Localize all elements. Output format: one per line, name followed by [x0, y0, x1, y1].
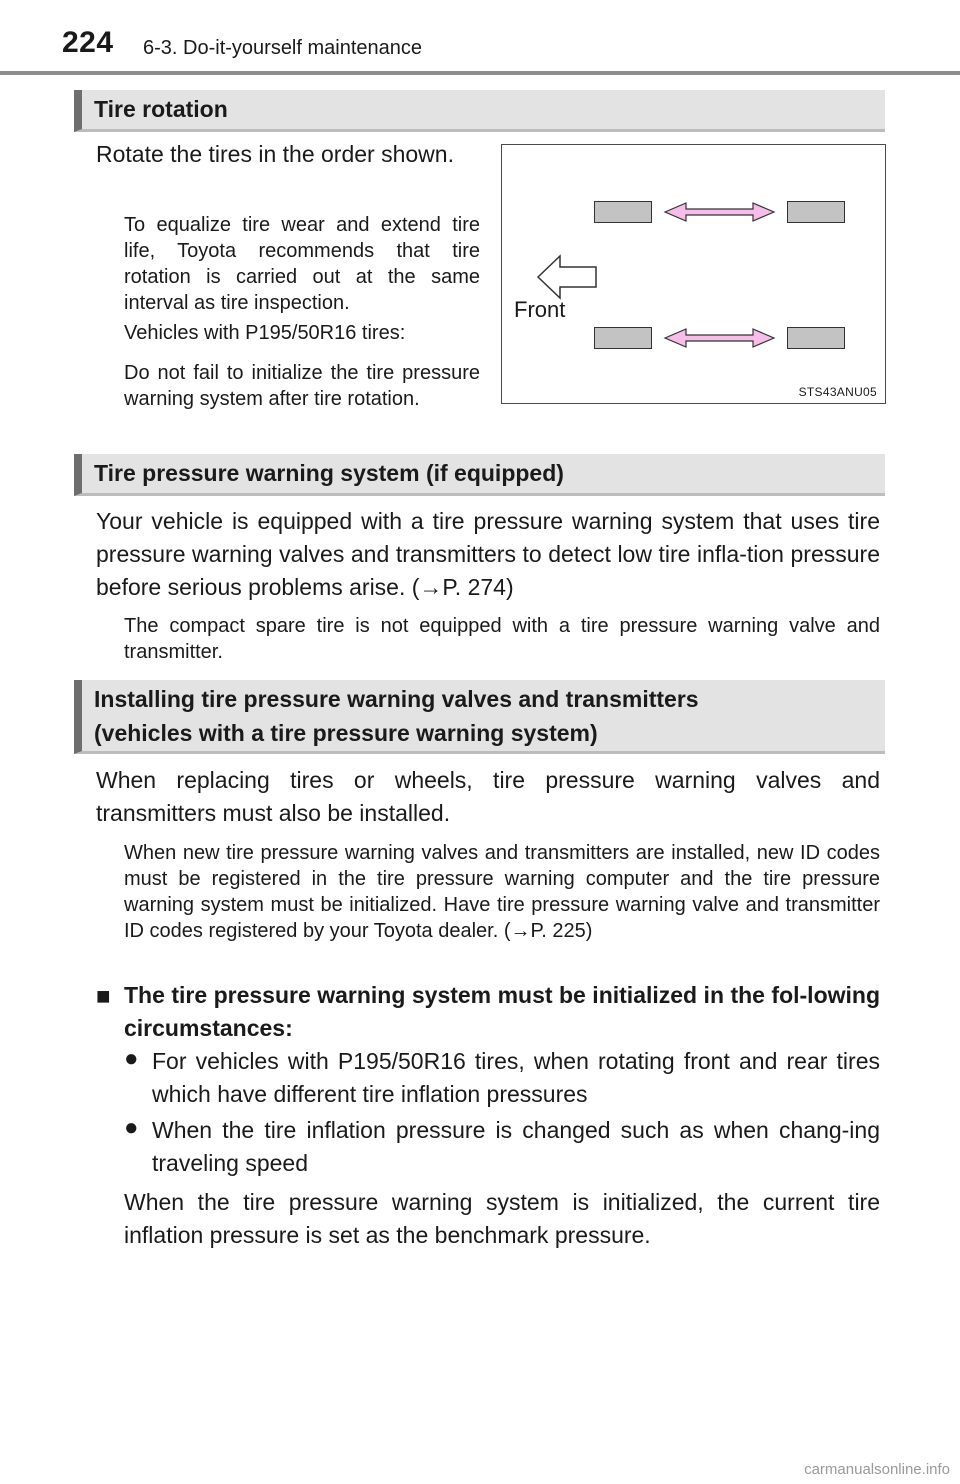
tire-rotation-diagram: [501, 144, 886, 404]
bullet-dot-icon: ●: [124, 1045, 139, 1072]
tire-rotation-intro: Rotate the tires in the order shown.: [96, 141, 454, 167]
tpws-note: The compact spare tire is not equipped with a tire pressure warning valve and transmitter.: [124, 615, 880, 663]
section-heading-line-1: Installing tire pressure warning valves and transmitters: [94, 686, 699, 712]
section-heading-tire-rotation: Tire rotation: [74, 90, 885, 132]
front-arrow-icon: [538, 256, 596, 298]
bullet-item-1: For vehicles with P195/50R16 tires, when rotating front and rear tires which have different tire inflation pressures: [152, 1048, 880, 1107]
bullet-dot-icon: ●: [124, 1114, 139, 1141]
watermark: carmanualsonline.info: [804, 1461, 950, 1478]
section-heading-line-2: (vehicles with a tire pressure warning system): [94, 720, 598, 746]
installing-note: When new tire pressure warning valves and transmitters are installed, new ID codes must be registered in the tire pressure warning computer and the tire pressure warning system must be initialized. Have tire pressure warning valve and transmitter ID codes registered by your Toyota dealer. (→P. 225): [124, 842, 880, 942]
chapter-title: 6-3. Do-it-yourself maintenance: [143, 37, 423, 59]
page-number: 224: [62, 26, 114, 59]
tpws-body: Your vehicle is equipped with a tire pressure warning system that uses tire pressure warning valves and transmitters to detect low tire infla-tion pressure before serious problems arise. (→P. 274): [96, 508, 880, 600]
header-rule: [0, 71, 960, 75]
subheading-initialize: The tire pressure warning system must be initialized in the fol-lowing circumstances:: [124, 982, 880, 1041]
tire-rear-left: [787, 201, 845, 223]
installing-body: When replacing tires or wheels, tire pressure warning valves and transmitters must also be installed.: [96, 767, 880, 826]
square-bullet-icon: ■: [96, 983, 111, 1010]
tire-front-right: [594, 327, 652, 349]
section-heading-tpws: Tire pressure warning system (if equipped): [74, 454, 885, 496]
diagram-code: STS43ANU05: [798, 385, 877, 399]
front-label: Front: [514, 297, 566, 322]
tire-size-label: Vehicles with P195/50R16 tires:: [124, 322, 406, 344]
closing-paragraph: When the tire pressure warning system is initialized, the current tire inflation pressure is set as the benchmark pressure.: [124, 1189, 880, 1248]
tire-front-left: [594, 201, 652, 223]
tire-rotation-note: To equalize tire wear and extend tire life, Toyota recommends that tire rotation is carried out at the same interval as tire inspection.: [124, 214, 480, 314]
bullet-item-2: When the tire inflation pressure is changed such as when chang-ing traveling speed: [152, 1117, 880, 1176]
tire-rear-right: [787, 327, 845, 349]
rotation-arrows: [502, 145, 887, 405]
swap-arrow-bottom-icon: [665, 329, 774, 347]
page-header: [0, 0, 960, 76]
swap-arrow-top-icon: [665, 203, 774, 221]
initialize-note: Do not fail to initialize the tire pressure warning system after tire rotation.: [124, 362, 480, 410]
section-heading-installing: [74, 680, 885, 754]
